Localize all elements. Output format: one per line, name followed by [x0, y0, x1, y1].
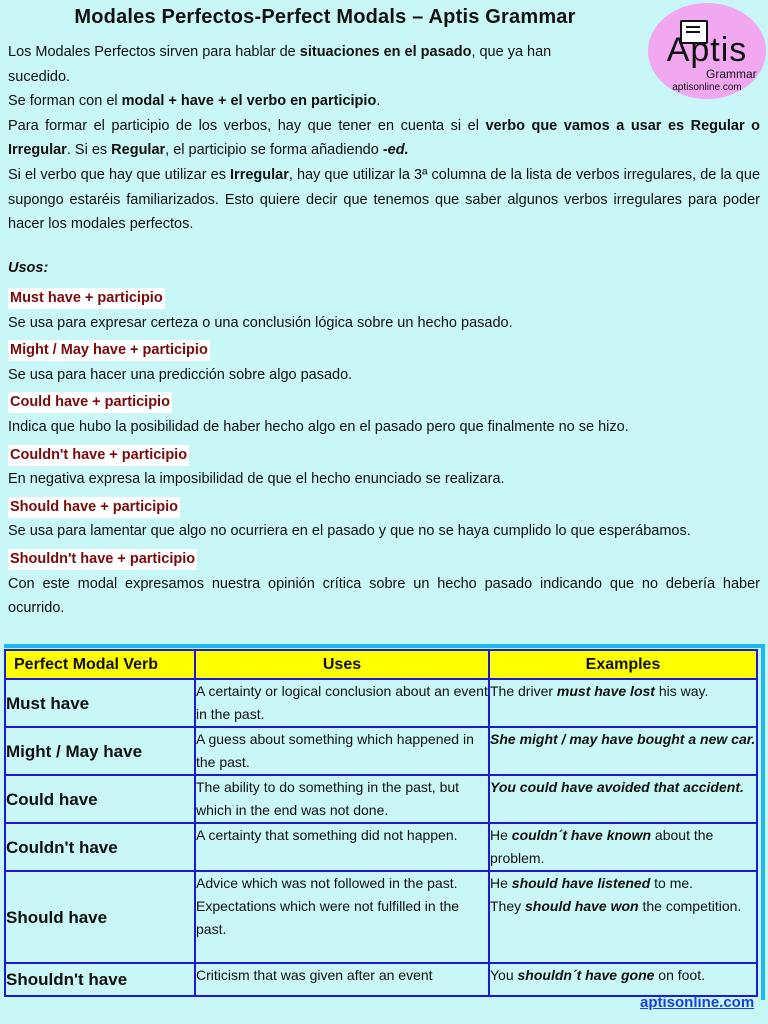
intro-paragraph-1: Los Modales Perfectos sirven para hablar de situaciones en el pasado, que ya han sucedido.	[8, 44, 552, 85]
example-cell: He should have listened to me. They should have won the competition.	[489, 871, 757, 963]
modal-description: En negativa expresa la imposibilidad de que el hecho enunciado se realizara.	[8, 471, 505, 488]
logo-brand: Aptis	[666, 31, 748, 69]
column-header: Perfect Modal Verb	[5, 650, 195, 679]
usos-heading: Usos:	[8, 260, 49, 276]
uses-cell: Advice which was not followed in the past. Expectations which were not fulfilled in the past.	[195, 871, 489, 963]
modal-verb-cell: Should have	[5, 871, 195, 963]
example-cell: The driver must have lost his way.	[489, 679, 757, 727]
table-row	[5, 727, 757, 775]
example-cell: You shouldn´t have gone on foot.	[489, 963, 757, 996]
modal-description: Indica que hubo la posibilidad de haber hecho algo en el pasado pero que finalmente no se hizo.	[8, 418, 629, 435]
modal-verb-cell: Could have	[5, 775, 195, 823]
logo-url: aptisonline.com	[672, 82, 742, 93]
modal-heading: Couldn't have + participio	[8, 445, 189, 466]
modal-verb-cell: Couldn't have	[5, 823, 195, 871]
intro-paragraph-3: Para formar el participio de los verbos, hay que tener en cuenta si el verbo que vamos a usar es Regular o Irregular. Si es Regular, el participio se forma añadiendo -ed.	[8, 117, 760, 159]
table-row	[5, 775, 757, 823]
table-row	[5, 871, 757, 963]
uses-cell: A certainty that something did not happen.	[195, 823, 489, 871]
modal-verb-cell: Shouldn't have	[5, 963, 195, 996]
modal-verb-cell: Must have	[5, 679, 195, 727]
footer-link[interactable]: aptisonline.com	[640, 994, 755, 1011]
intro-paragraph-2: Se forman con el modal + have + el verbo en participio.	[8, 93, 381, 110]
uses-cell: A certainty or logical conclusion about an event in the past.	[195, 679, 489, 727]
column-header: Uses	[195, 650, 489, 679]
example-cell: She might / may have bought a new car.	[489, 727, 757, 775]
table-row	[5, 823, 757, 871]
modal-description: Se usa para hacer una predicción sobre algo pasado.	[8, 366, 353, 383]
table-row	[5, 679, 757, 727]
page-title: Modales Perfectos-Perfect Modals – Aptis Grammar	[74, 6, 576, 28]
example-cell: You could have avoided that accident.	[489, 775, 757, 823]
logo-sub: Grammar	[706, 67, 757, 81]
modal-heading: Must have + participio	[8, 288, 165, 309]
table-row	[5, 963, 757, 996]
table-header-row	[5, 650, 757, 679]
example-cell: He couldn´t have known about the problem.	[489, 823, 757, 871]
intro-paragraph-4: Si el verbo que hay que utilizar es Irregular, hay que utilizar la 3ª columna de la lista de verbos irregulares, de la que supongo estaréis familiarizados. Esto quiere decir que tenemos que saber algunos verbos irregulares para poder hacer los modales perfectos.	[8, 166, 761, 233]
modal-description: Con este modal expresamos nuestra opinión crítica sobre un hecho pasado indicando que no debería haber ocurrido.	[8, 575, 760, 617]
uses-cell: The ability to do something in the past, but which in the end was not done.	[195, 775, 489, 823]
modal-verb-cell: Might / May have	[5, 727, 195, 775]
modal-heading: Shouldn't have + participio	[8, 549, 197, 570]
intro-text	[8, 40, 760, 237]
modal-description: Se usa para expresar certeza o una conclusión lógica sobre un hecho pasado.	[8, 314, 513, 331]
uses-list	[8, 286, 760, 624]
modal-heading: Should have + participio	[8, 497, 180, 518]
perfect-modals-table	[4, 649, 758, 997]
uses-cell: A guess about something which happened in the past.	[195, 727, 489, 775]
uses-cell: Criticism that was given after an event	[195, 963, 489, 996]
modal-heading: Could have + participio	[8, 392, 172, 413]
column-header: Examples	[489, 650, 757, 679]
modal-description: Se usa para lamentar que algo no ocurriera en el pasado y que no se haya cumplido lo que esperábamos.	[8, 523, 691, 540]
modal-heading: Might / May have + participio	[8, 340, 210, 361]
